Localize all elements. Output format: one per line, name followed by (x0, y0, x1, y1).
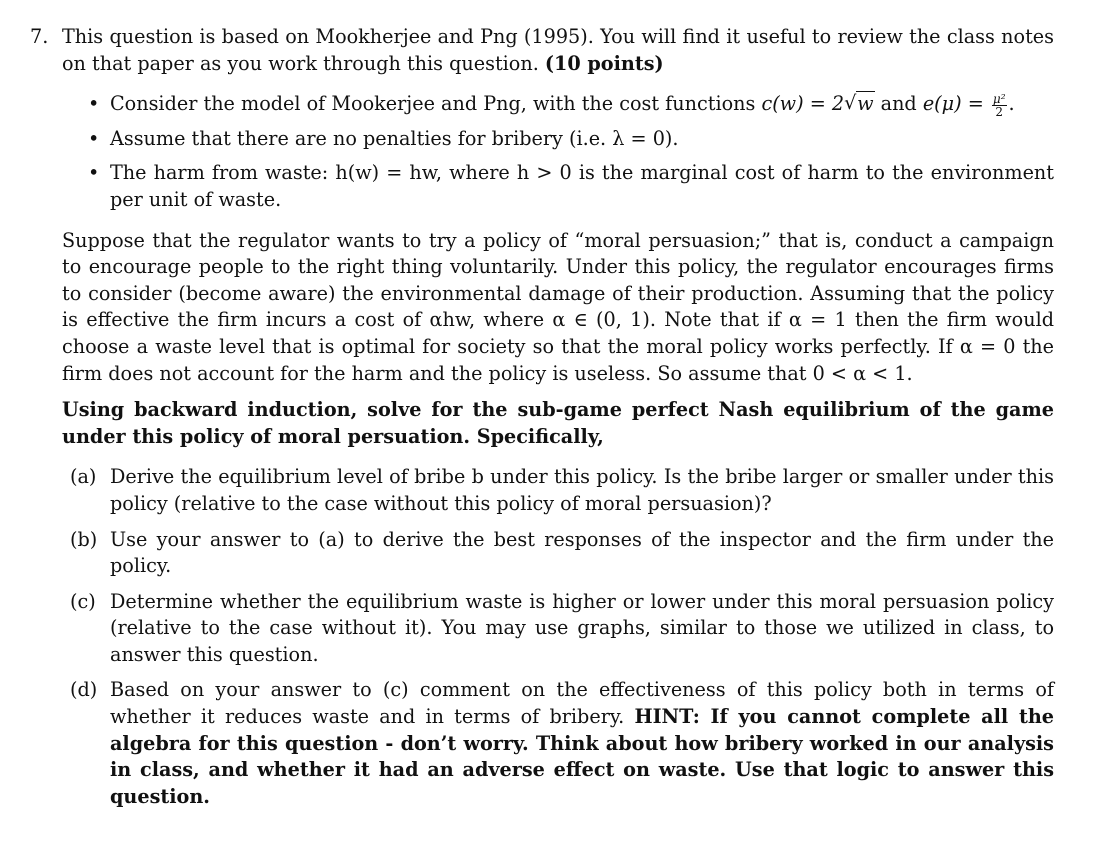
sub-question-text: Derive the equilibrium level of bribe b under this policy. Is the bribe larger or smaller under this policy (relative to the case without this policy of moral persuasion)? (110, 465, 1054, 515)
sub-question-text: Use your answer to (a) to derive the best responses of the inspector and the firm under the policy. (110, 527, 1054, 578)
assumption-list (30, 91, 1054, 213)
bullet-icon: • (88, 92, 100, 116)
hint-text: HINT: If you cannot complete all the algebra for this question - don’t worry. Think about how bribery worked in our analysis in class, and whether it had an adverse effect on waste. Use that logic to answer this question. (110, 705, 1054, 808)
question-intro (62, 24, 1054, 77)
assumption-cost-functions: • Consider the model of Mookerjee and Png, with the cost functions c(w) = 2√ w and e(μ) = $\frac{\text{μ²}}{2}$ . (88, 91, 1054, 118)
cost-function-e: e(μ) = (922, 92, 984, 116)
assumption-harm: • The harm from waste: h(w) = hw, where h > 0 is the marginal cost of harm to the environment per unit of waste. (88, 161, 1054, 211)
question-number: 7. (30, 25, 49, 48)
bullet-icon: • (88, 126, 100, 150)
assumption-no-penalty: • Assume that there are no penalties for bribery (i.e. λ = 0). (88, 126, 1054, 153)
sub-question-list (62, 464, 1054, 810)
sub-question-text: Determine whether the equilibrium waste is higher or lower under this moral persuasion policy (relative to the case without it). You may use graphs, similar to those we utilized in class, to answer this question. (110, 589, 1054, 666)
bullet-icon: • (88, 161, 100, 185)
moral-persuasion-paragraph: Suppose that the regulator wants to try a policy of “moral persuasion;” that is, conduct a campaign to encourage people to the right thing voluntarily. Under this policy, the regulator encourages firms to consider (become aware) the environmental damage of their production. Assuming that the policy is effective the firm incurs a cost of αhw, where α ∈ (0, 1). Note that if α = 1 then the firm would choose a waste level that is optimal for society so that the moral policy works perfectly. If α = 0 the firm does not account for the harm and the policy is useless. So assume that 0 < α < 1. (62, 228, 1054, 385)
sub-question-c (62, 589, 1054, 669)
cost-function-c: c(w) = 2 (761, 92, 845, 116)
sub-question-label: (a) (70, 465, 97, 489)
question-intro-text: This question is based on Mookherjee and Png (1995). You will find it useful to review the class notes on that paper as you work through this question. (62, 25, 1054, 75)
sub-question-text: Based on your answer to (c) comment on the effectiveness of this policy both in terms of whether it reduces waste and in terms of bribery. HINT: If you cannot complete all the algebra for this question - don’t worry. Think about how bribery worked in our analysis in class, and whether it had an adverse effect on waste. Use that logic to answer this question. (110, 678, 1054, 808)
sub-question-d (62, 677, 1054, 810)
question-points: (10 points) (544, 51, 664, 75)
sub-question-a (62, 464, 1054, 517)
sub-question-b (62, 527, 1054, 580)
instruction-text: Using backward induction, solve for the sub-game perfect Nash equilibrium of the game under this policy of moral persuation. Specifically, (62, 398, 1054, 448)
sub-question-label: (d) (70, 678, 98, 702)
sqrt-symbol: √ w (844, 91, 874, 118)
fraction-mu-squared-over-2: $\frac{\text{μ²}}{2}$ (992, 91, 1006, 119)
question-header (30, 24, 1054, 77)
sub-question-label: (b) (70, 527, 98, 551)
sub-question-label: (c) (70, 589, 96, 613)
